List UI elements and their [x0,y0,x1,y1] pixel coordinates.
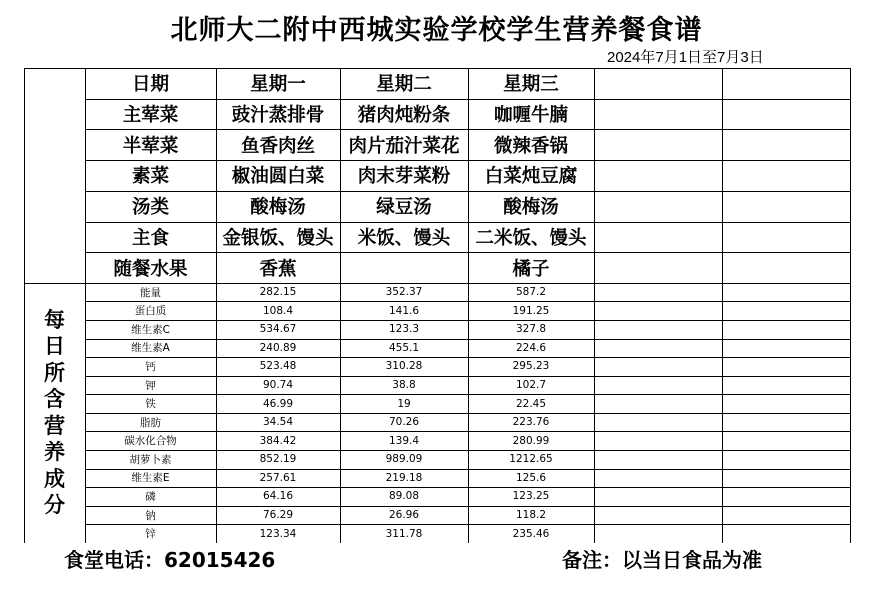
nutrient-value: 587.2 [515,286,547,299]
nutrient-value [722,394,851,413]
nutrient-value: 534.67 [259,323,297,336]
side-label-char: 成 [44,466,65,491]
nutrient-value: 219.18 [385,471,423,484]
nutrient-value [722,301,851,320]
nutrient-value [594,506,722,525]
menu-cell: 二米饭、馒头 [475,227,587,249]
nutrient-value [594,376,722,395]
menu-cell: 橘子 [512,258,550,280]
nutrient-value [594,320,722,339]
nutrient-value: 108.4 [262,304,294,317]
nutrient-value: 223.76 [512,416,550,429]
nutrient-label: 钠 [145,509,156,522]
nutrient-label: 维生素C [131,323,170,336]
menu-cell [594,99,722,130]
menu-cell: 酸梅汤 [250,197,306,219]
nutrient-value: 89.08 [388,490,420,503]
nutrient-value [722,450,851,469]
nutrient-value [722,283,851,302]
menu-cell [722,160,851,191]
nutrient-value [722,357,851,376]
nutrient-value: 141.6 [388,304,420,317]
menu-cell [594,129,722,160]
nutrient-value: 384.42 [259,434,297,447]
nutrient-value: 852.19 [259,453,297,466]
menu-cell: 肉末芽菜粉 [357,166,451,188]
nutrient-value: 455.1 [388,341,420,354]
nutrient-value: 90.74 [262,379,294,392]
nutrient-value: 34.54 [262,416,294,429]
nutrient-value [722,320,851,339]
nutrient-label: 蛋白质 [134,305,167,318]
menu-row-label: 半荤菜 [122,135,179,157]
nutrient-value [594,431,722,450]
nutrient-value: 46.99 [262,397,294,410]
menu-table [24,68,851,543]
nutrition-side-label [24,283,85,543]
menu-row-label: 主荤菜 [122,105,179,127]
side-label-char: 日 [44,334,65,359]
nutrient-value: 123.34 [259,527,297,540]
side-label-char: 含 [44,387,65,412]
menu-cell [722,252,851,283]
menu-cell: 咖喱牛腩 [493,105,568,127]
nutrient-label: 铁 [145,398,156,411]
menu-cell: 香蕉 [259,258,297,280]
menu-cell: 米饭、馒头 [357,227,451,249]
menu-cell: 猪肉炖粉条 [357,105,451,127]
nutrient-value [722,413,851,432]
nutrient-label: 胡萝卜素 [129,453,172,466]
menu-cell: 绿豆汤 [376,197,432,219]
page-title: 北师大二附中西城实验学校学生营养餐食谱 [170,15,703,46]
nutrient-value: 257.61 [259,471,297,484]
nutrient-value: 280.99 [512,434,550,447]
nutrient-value: 327.8 [515,323,547,336]
menu-row-label: 素菜 [131,166,169,188]
nutrient-label: 能量 [140,286,161,299]
menu-row-label: 汤类 [131,197,169,219]
nutrient-value: 125.6 [515,471,547,484]
menu-cell: 微辣香锅 [493,135,568,157]
nutrient-value: 235.46 [512,527,550,540]
nutrient-value: 310.28 [385,360,423,373]
menu-cell [722,129,851,160]
menu-cell: 椒油圆白菜 [231,166,325,188]
nutrient-label: 钾 [145,379,156,392]
menu-cell [594,252,722,283]
nutrient-value: 102.7 [515,379,547,392]
nutrient-label: 维生素E [131,472,170,485]
nutrient-value: 64.16 [262,490,294,503]
menu-cell: 星期三 [503,74,559,96]
nutrient-label: 锌 [145,528,156,541]
nutrient-value: 139.4 [388,434,420,447]
nutrient-value [594,301,722,320]
menu-cell: 金银饭、馒头 [222,227,334,249]
menu-row-label: 日期 [131,74,169,96]
nutrient-value: 1212.65 [509,453,553,466]
nutrient-value [594,450,722,469]
nutrient-value: 191.25 [512,304,550,317]
nutrient-value [594,469,722,488]
nutrient-value [722,431,851,450]
nutrient-value: 523.48 [259,360,297,373]
menu-row-label: 随餐水果 [113,258,188,280]
menu-cell: 星期二 [376,74,432,96]
nutrient-label: 钙 [145,360,156,373]
nutrient-value [594,524,722,543]
nutrient-value: 240.89 [259,341,297,354]
nutrient-value: 118.2 [515,509,547,522]
menu-cell [340,252,468,283]
nutrient-value: 311.78 [385,527,423,540]
nutrient-value: 989.09 [385,453,423,466]
date-range: 2024年7月1日至7月3日 [607,49,764,66]
side-label-char: 每 [44,307,65,332]
canteen-phone: 食堂电话：62015426 [64,548,276,572]
side-label-char: 所 [44,360,65,385]
nutrient-value [594,283,722,302]
side-label-char: 营 [44,413,65,438]
nutrient-label: 碳水化合物 [124,435,177,448]
nutrient-value: 224.6 [515,341,547,354]
nutrient-value [594,394,722,413]
menu-cell [722,191,851,222]
nutrient-label: 脂肪 [140,416,161,429]
menu-cell [594,160,722,191]
nutrient-value [722,339,851,358]
nutrient-value [722,506,851,525]
menu-cell: 豉汁蒸排骨 [231,105,325,127]
footer-note: 备注：以当日食品为准 [562,548,762,572]
nutrient-value: 295.23 [512,360,550,373]
nutrient-value: 352.37 [385,286,423,299]
nutrient-value: 123.25 [512,490,550,503]
nutrient-value: 26.96 [388,509,420,522]
menu-cell: 肉片茄汁菜花 [348,135,460,157]
nutrient-value [722,376,851,395]
nutrient-value [594,357,722,376]
side-label-char: 养 [44,440,65,465]
menu-cell [722,222,851,253]
nutrient-value: 19 [397,397,411,410]
nutrient-label: 磷 [145,490,156,503]
nutrient-value [722,524,851,543]
nutrient-value: 123.3 [388,323,420,336]
menu-cell [594,68,722,99]
menu-cell [722,68,851,99]
nutrient-value [594,413,722,432]
menu-cell: 白菜炖豆腐 [484,166,578,188]
menu-cell [722,99,851,130]
nutrient-label: 维生素A [131,342,170,355]
nutrient-value: 70.26 [388,416,420,429]
menu-cell [594,191,722,222]
side-label-char: 分 [44,493,65,518]
menu-cell: 鱼香肉丝 [240,135,315,157]
nutrient-value [594,339,722,358]
nutrient-value [594,487,722,506]
menu-row-label: 主食 [131,227,169,249]
nutrient-value: 38.8 [392,379,416,392]
nutrient-value: 22.45 [515,397,547,410]
menu-cell: 酸梅汤 [503,197,559,219]
nutrient-value [722,487,851,506]
nutrient-value: 76.29 [262,509,294,522]
nutrient-value [722,469,851,488]
menu-cell [594,222,722,253]
menu-cell: 星期一 [250,74,306,96]
nutrient-value: 282.15 [259,286,297,299]
